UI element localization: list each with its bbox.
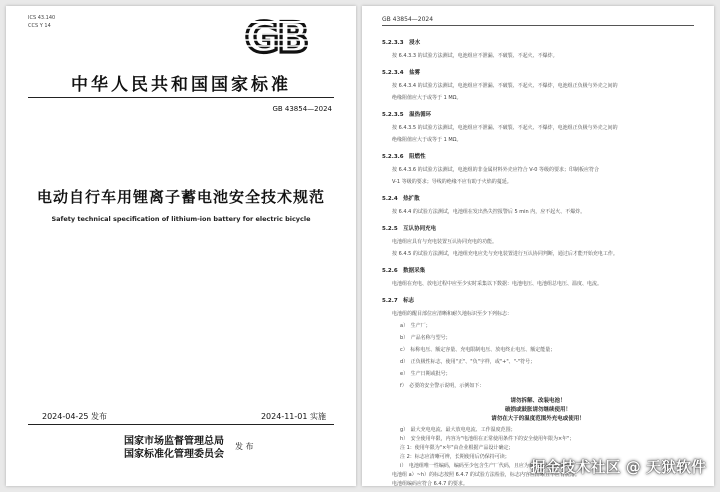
bottom-rule [28, 424, 334, 425]
header-rule [382, 25, 694, 26]
clause-heading: 5.2.3.4 盐雾 [382, 70, 421, 76]
clause-heading: 5.2.3.5 温热循环 [382, 112, 432, 118]
warning-line: 请勿在大于的温度范围外充电或使用！ [491, 416, 585, 422]
clause-text: 电池组在充电、放电过程中应至少实时采集以下数据：电池电压、电池组总电压、温度、电流。 [392, 281, 603, 287]
clause-text: d） 正负极性标志，使用"正"、"负"字样，或"+"、"-"符号； [400, 359, 536, 365]
content-page [362, 6, 714, 486]
svg-text:GB: GB [244, 14, 308, 60]
clause-text: 按 6.4.4 的试验方法测试，电池组在发出热失控报警后 5 min 内，应不起火、不爆炸。 [392, 209, 586, 215]
gb-logo [228, 14, 324, 60]
warning-line: 破损或鼓胀请勿继续使用！ [504, 407, 571, 413]
clause-text: h） 安全使用年限，内容为"电池组在正常使用条件下的安全使用年限为×年"； [400, 436, 575, 442]
clause-text: V-1 等级的要求；导线的绝缘不应有助于火焰的蔓延。 [392, 179, 512, 185]
clause-text: c） 标称电压、额定容量、充电限制电压、放电终止电压、额定能量； [400, 347, 556, 353]
country-standard-heading: 中华人民共和国国家标准 [71, 75, 291, 95]
clause-text: f） 必要的安全警示说明，示例如下： [400, 383, 485, 389]
implement-date: 2024-11-01 实施 [260, 412, 326, 421]
clause-text: 注 2：标志应清晰可辨，长期使用后仍保持可读； [400, 454, 510, 460]
clause-text: e） 生产日期或批号； [400, 371, 451, 377]
running-header: GB 43854—2024 [382, 16, 434, 23]
clause-text: 注 1：使用年限为"×年"由企业根据产品设计确定； [400, 445, 514, 451]
ccs-code: CCS Y 14 [28, 23, 51, 29]
cover-page [6, 6, 356, 486]
clause-heading: 5.2.7 标志 [382, 298, 415, 304]
clause-heading: 5.2.4 热扩散 [382, 196, 420, 202]
standard-number: GB 43854—2024 [272, 105, 332, 113]
clause-text: 绝缘阻值应大于或等于 1 MΩ。 [392, 95, 462, 101]
top-rule [28, 97, 334, 98]
clause-text: g） 最大充电电流、最大放电电流、工作温度范围； [400, 427, 516, 433]
clause-text: 绝缘阻值应大于或等于 1 MΩ。 [392, 137, 462, 143]
publish-label: 发 布 [235, 442, 254, 451]
clause-text: 按 6.4.3.3 的试验方法测试，电池组应不泄漏、不破裂、不起火、不爆炸。 [392, 53, 558, 59]
clause-text: i） 电池组唯一性编码，编码至少包含生产厂代码，且应为耐高温永久性标识。 [400, 463, 574, 469]
clause-heading: 5.2.6 数据采集 [382, 268, 426, 274]
clause-text: 按 6.4.3.6 的试验方法测试，电池组的非金属材料外壳应符合 V-0 等级的要求；印制板应符合 [392, 167, 599, 173]
issuing-authorities [124, 435, 224, 461]
clause-text: 电池组应具有与充电装置互认协同充电的功能。 [392, 239, 498, 245]
clause-text: 按 6.4.3.4 的试验方法测试，电池组应不泄漏、不破裂、不起火、不爆炸，电池组正负极与外壳之间的 [392, 83, 618, 89]
clause-heading: 5.2.5 互认协同充电 [382, 226, 437, 232]
publish-date: 2024-04-25 发布 [42, 412, 108, 421]
clause-text: 电池组编码应符合 6.4.7 的要求。 [392, 481, 468, 486]
ics-code: ICS 43.140 [28, 15, 56, 21]
document-title: 电动自行车用锂离子蓄电池安全技术规范 [36, 188, 325, 206]
watermark: 掘金技术社区 @ 天狱软件 [530, 458, 706, 476]
issuer-sac: 国家标准化管理委员会 [124, 449, 224, 460]
clause-text: 按 6.4.5 的试验方法测试，电池组充电应先与充电装置进行互认协同判断，通过后才能开始充电工作。 [392, 251, 618, 257]
clause-text: b） 产品名称与型号； [400, 335, 451, 341]
classification-codes [28, 14, 55, 30]
clause-text: 电池组 a）~h）的标志按照 6.4.7 的试验方法检验，标志内容应清晰且不应有脱落。 [392, 472, 580, 478]
document-title-english: Safety technical specification of lithium-ion battery for electric bicycle [51, 215, 311, 223]
issuer-samr: 国家市场监督管理总局 [124, 436, 224, 447]
clause-heading: 5.2.3.6 阻燃性 [382, 154, 426, 160]
clause-text: 电池组的醒目部位应清晰和耐久地标识至少下列标志： [392, 311, 513, 317]
clause-text: a） 生产厂； [400, 323, 431, 329]
clause-heading: 5.2.3.3 浸水 [382, 40, 421, 46]
warning-line: 请勿拆解、改装电池！ [510, 398, 566, 404]
clause-text: 按 6.4.3.5 的试验方法测试，电池组应不泄漏、不破裂、不起火、不爆炸，电池组正负极与外壳之间的 [392, 125, 618, 131]
